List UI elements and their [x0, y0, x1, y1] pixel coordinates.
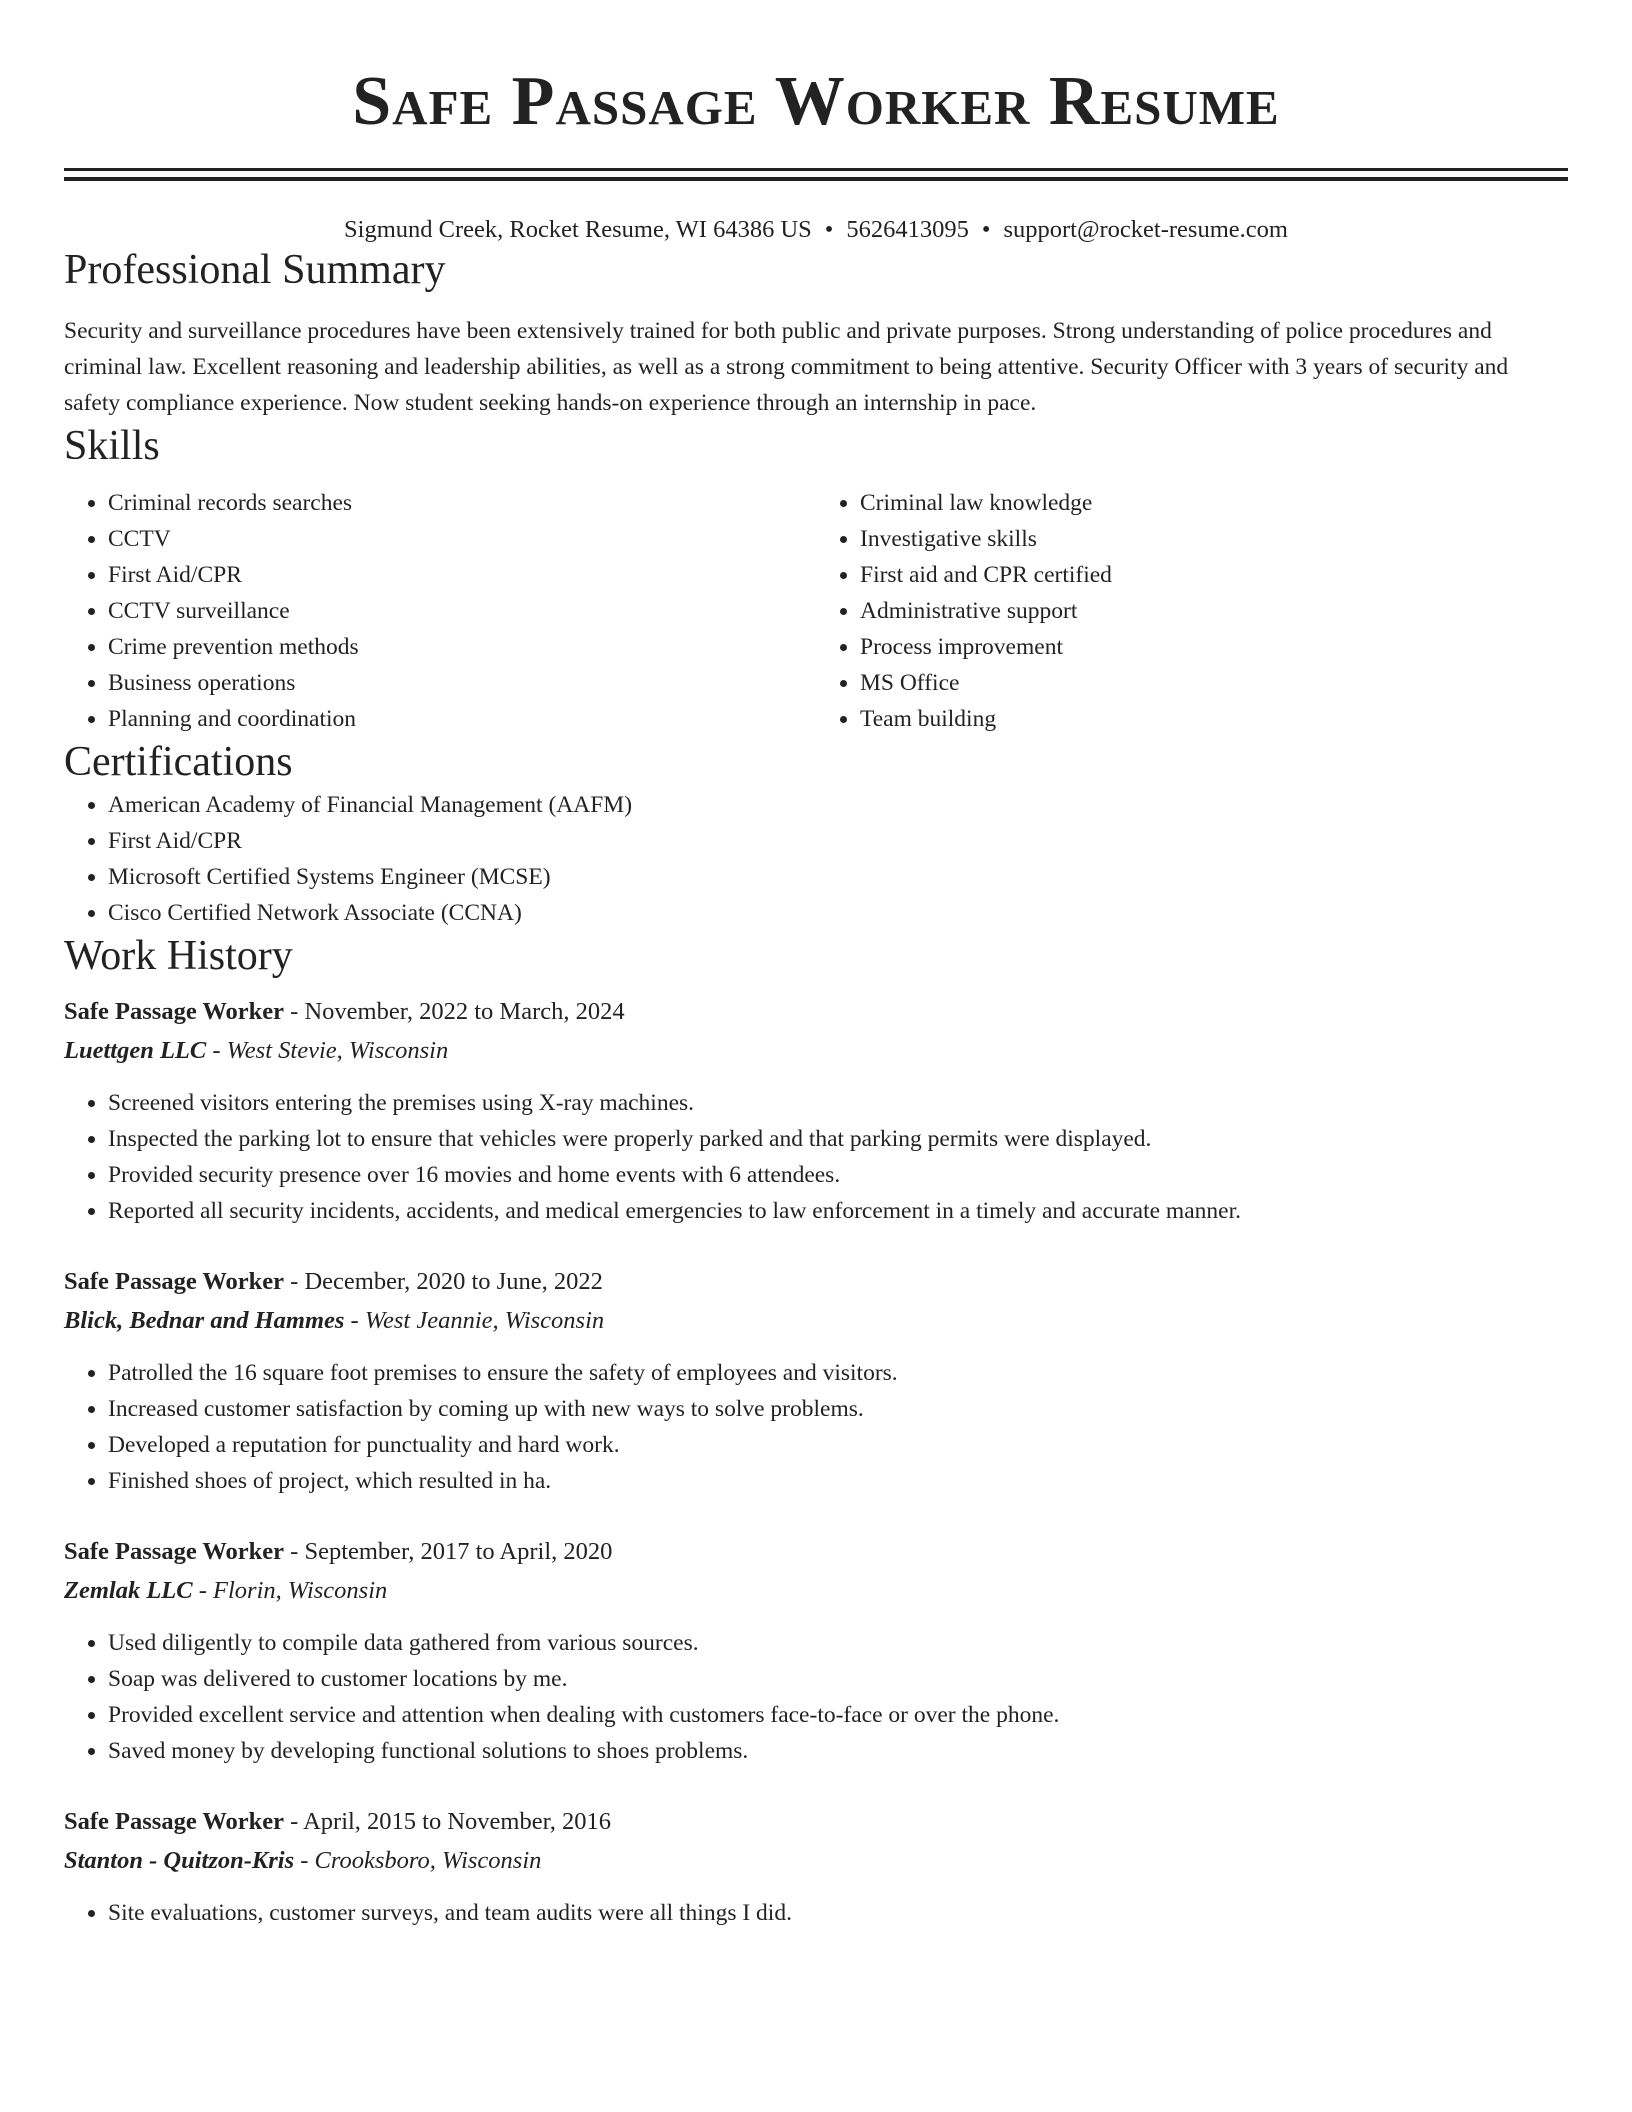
job-duty: • Used diligently to compile data gathered from various sources. — [108, 1625, 1568, 1661]
job-company: Luettgen LLC — [64, 1037, 207, 1064]
job-location: - West Stevie, Wisconsin — [206, 1037, 449, 1064]
job-duty: • Finished shoes of project, which resulted in ha. — [108, 1463, 1568, 1499]
job-duty: • Increased customer satisfaction by coming up with new ways to solve problems. — [108, 1391, 1568, 1427]
job-duty: • Developed a reputation for punctuality and hard work. — [108, 1427, 1568, 1463]
skills-list-left — [64, 485, 816, 737]
skill-item: • First aid and CPR certified — [860, 557, 1568, 593]
title-divider-top — [64, 168, 1568, 171]
job-duties-list — [64, 1895, 1568, 1931]
job-dates: - September, 2017 to April, 2020 — [284, 1538, 613, 1565]
skill-item: • CCTV — [108, 521, 816, 557]
job-duty: • Site evaluations, customer surveys, and team audits were all things I did. — [108, 1895, 1568, 1931]
job-duty: • Provided excellent service and attention when dealing with customers face-to-face or over the phone. — [108, 1697, 1568, 1733]
resume-title: Safe Passage Worker Resume — [352, 63, 1280, 140]
contact-separator: • — [824, 216, 834, 243]
job-company: Blick, Bednar and Hammes — [64, 1307, 345, 1334]
job-title-line — [64, 993, 1568, 1031]
job-company-line — [64, 1571, 1568, 1611]
job-duties-list — [64, 1355, 1568, 1499]
job-location: - West Jeannie, Wisconsin — [344, 1307, 605, 1334]
job-title: Safe Passage Worker — [64, 1808, 285, 1835]
job-duties-list — [64, 1085, 1568, 1229]
job-title-line — [64, 1803, 1568, 1841]
contact-address: Sigmund Creek, Rocket Resume, WI 64386 US — [344, 216, 812, 243]
contact-line — [64, 215, 1568, 245]
skill-item: • CCTV surveillance — [108, 593, 816, 629]
skills-heading: Skills — [64, 423, 160, 469]
summary-heading: Professional Summary — [64, 247, 446, 293]
certification-item: • First Aid/CPR — [108, 823, 1568, 859]
job-duty: • Soap was delivered to customer locations by me. — [108, 1661, 1568, 1697]
skill-item: • First Aid/CPR — [108, 557, 816, 593]
certification-item: • Cisco Certified Network Associate (CCNA) — [108, 895, 1568, 931]
job-duty: • Provided security presence over 16 movies and home events with 6 attendees. — [108, 1157, 1568, 1193]
job-duties-list — [64, 1625, 1568, 1769]
work-history-heading: Work History — [64, 933, 293, 979]
job-duty: • Screened visitors entering the premises using X-ray machines. — [108, 1085, 1568, 1121]
job-dates: - November, 2022 to March, 2024 — [284, 998, 625, 1025]
job-company: Zemlak LLC — [64, 1577, 193, 1604]
skills-list-right — [816, 485, 1568, 737]
certification-item: • Microsoft Certified Systems Engineer (MCSE) — [108, 859, 1568, 895]
job-title-line — [64, 1533, 1568, 1571]
summary-text: Security and surveillance procedures have been extensively trained for both public and private purposes. Strong understanding of police procedures and criminal law. Excellent reasoning and leadership abilities, as well as a strong commitment to being attentive. Security Officer with 3 years of security and safety compliance experience. Now student seeking hands-on experience through an internship in pace. — [64, 318, 1509, 416]
job-duty: • Saved money by developing functional solutions to shoes problems. — [108, 1733, 1568, 1769]
skill-item: • Planning and coordination — [108, 701, 816, 737]
job-company-line — [64, 1031, 1568, 1071]
skill-item: • Team building — [860, 701, 1568, 737]
skill-item: • Administrative support — [860, 593, 1568, 629]
job-entry — [64, 1803, 1568, 1931]
title-divider-bottom — [64, 177, 1568, 181]
job-title: Safe Passage Worker — [64, 998, 285, 1025]
job-location: - Crooksboro, Wisconsin — [294, 1847, 542, 1874]
contact-email: support@rocket-resume.com — [1003, 216, 1288, 243]
job-title: Safe Passage Worker — [64, 1268, 285, 1295]
skill-item: • Investigative skills — [860, 521, 1568, 557]
contact-separator: • — [981, 216, 991, 243]
job-duty: • Inspected the parking lot to ensure that vehicles were properly parked and that parking permits were displayed. — [108, 1121, 1568, 1157]
job-duty: • Reported all security incidents, accidents, and medical emergencies to law enforcement in a timely and accurate manner. — [108, 1193, 1568, 1229]
job-location: - Florin, Wisconsin — [192, 1577, 388, 1604]
skill-item: • Criminal records searches — [108, 485, 816, 521]
skill-item: • Process improvement — [860, 629, 1568, 665]
job-entry — [64, 1263, 1568, 1499]
job-entry — [64, 993, 1568, 1229]
job-duty: • Patrolled the 16 square foot premises to ensure the safety of employees and visitors. — [108, 1355, 1568, 1391]
skill-item: • Business operations — [108, 665, 816, 701]
resume-page — [64, 0, 1568, 1931]
skills-columns — [64, 485, 1568, 737]
job-title: Safe Passage Worker — [64, 1538, 285, 1565]
job-company: Stanton - Quitzon-Kris — [64, 1847, 295, 1874]
job-dates: - December, 2020 to June, 2022 — [284, 1268, 603, 1295]
job-company-line — [64, 1301, 1568, 1341]
job-title-line — [64, 1263, 1568, 1301]
job-entry — [64, 1533, 1568, 1769]
contact-phone: 5626413095 — [846, 216, 969, 243]
job-dates: - April, 2015 to November, 2016 — [284, 1808, 612, 1835]
job-company-line — [64, 1841, 1568, 1881]
skill-item: • MS Office — [860, 665, 1568, 701]
certification-item: • American Academy of Financial Management (AAFM) — [108, 787, 1568, 823]
skill-item: • Criminal law knowledge — [860, 485, 1568, 521]
certifications-heading: Certifications — [64, 739, 293, 785]
skill-item: • Crime prevention methods — [108, 629, 816, 665]
certifications-list — [64, 787, 1568, 931]
